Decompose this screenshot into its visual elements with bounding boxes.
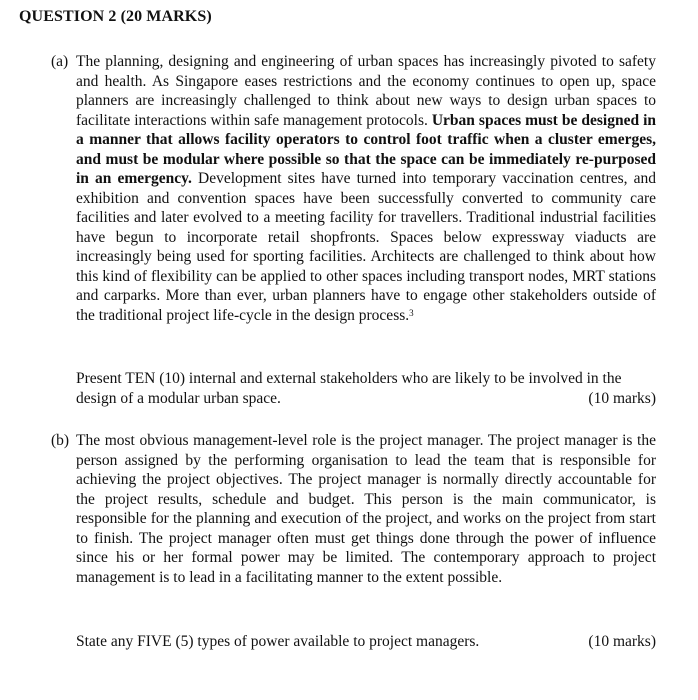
question-heading: QUESTION 2 (20 MARKS) <box>19 8 212 25</box>
part-b-task-text: State any FIVE (5) types of power available to project managers. <box>76 633 480 650</box>
part-a-text-bold: Urban spaces must be designed in a manner that allows facility operators to control foot traffic when a cluster emerges, and must be modular where possible so that the space can be immediately re-purposed in an emergency. <box>76 111 656 187</box>
part-b-task <box>76 632 656 652</box>
footnote-marker: 3 <box>409 307 414 318</box>
part-b-label: (b) <box>51 432 70 449</box>
part-b-passage: The most obvious management-level role is the project manager. The project manager is the person assigned by the performing organisation to lead the team that is responsible for achieving the project objectives. The project manager is normally directly accountable for the project results, schedule and budget. This person is the main communicator, is responsible for the planning and execution of the project, and works on the project from start to finish. The project manager often must get things done through the power of influence since his or her formal power may be limited. The contemporary approach to project management is to lead in a facilitating manner to the extent possible. <box>76 432 656 586</box>
part-a-text-2: Development sites have turned into temporary vaccination centres, and exhibition and convention spaces have been successfully converted to community care facilities and later evolved to a meeting facility for travellers. Traditional industrial facilities have begun to incorporate retail shopfronts. Spaces below expressway viaducts are increasingly being used for sporting facilities. Architects are challenged to think about how this kind of flexibility can be applied to other spaces including transport nodes, MRT stations and carparks. More than ever, urban planners have to engage other stakeholders outside of the traditional project life-cycle in the design process. <box>76 170 656 324</box>
part-b-marks: (10 marks) <box>588 633 656 650</box>
part-a-task <box>76 369 656 408</box>
part-a-text-1: The planning, designing and engineering of urban spaces has increasingly pivoted to safety and health. As Singapore eases restrictions and the economy continues to open up, space planners are increasingly challenged to think about new ways to design urban spaces to facilitate interactions within safe management protocols. <box>76 53 656 129</box>
part-a-task-text: Present TEN (10) internal and external stakeholders who are likely to be involved in the design of a modular urban space. <box>76 370 622 407</box>
part-a-passage <box>76 52 656 325</box>
part-a-marks: (10 marks) <box>588 390 656 407</box>
part-a-label: (a) <box>51 53 69 70</box>
